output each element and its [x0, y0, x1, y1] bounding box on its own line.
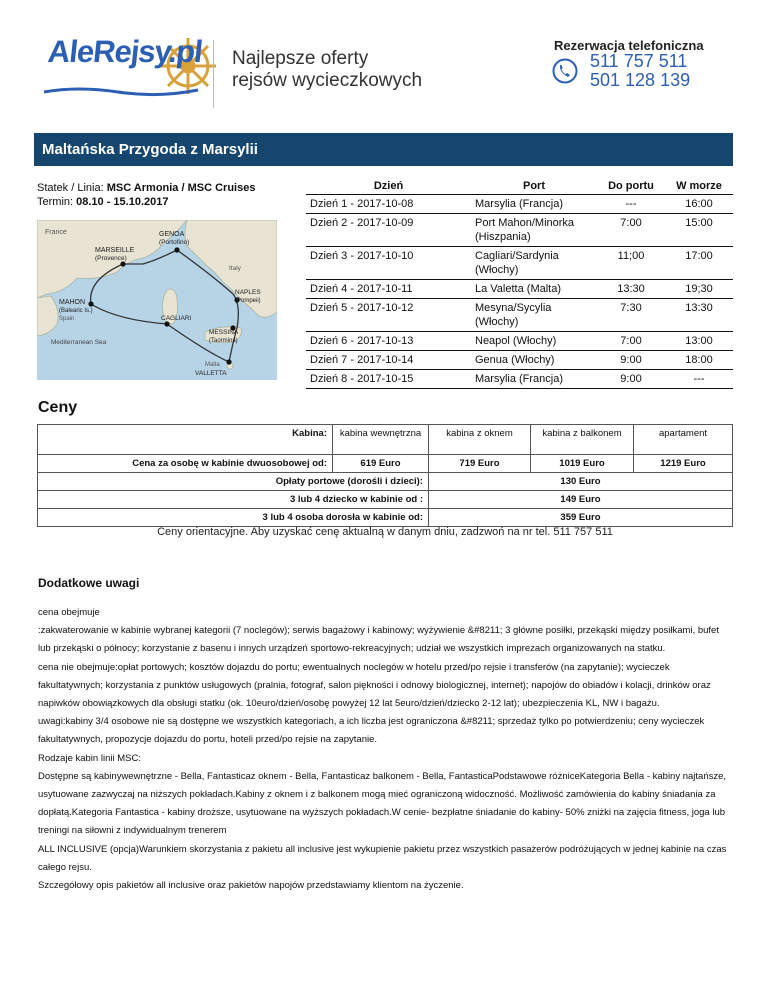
tagline — [232, 48, 422, 92]
arrival-cell: 9:00 — [597, 370, 665, 389]
phone-icon — [552, 58, 578, 84]
logo-divider — [213, 40, 214, 108]
port-cell: Genua (Włochy) — [471, 351, 597, 370]
adult-extra-label: 3 lub 4 osoba dorosła w kabinie od: — [38, 509, 429, 527]
port-marker-valletta — [226, 359, 231, 364]
port-marker-mahon — [88, 301, 93, 306]
term-value: 08.10 - 15.10.2017 — [76, 196, 169, 208]
col-header-day: Dzień — [306, 178, 471, 195]
col-header-port: Port — [471, 178, 597, 195]
port-fees-label: Opłaty portowe (dorośli i dzieci): — [38, 473, 429, 491]
cabin-type-inside: kabina wewnętrzna — [333, 425, 429, 455]
cabin-label: Kabina: — [38, 425, 333, 455]
notes-paragraph: Rodzaje kabin linii MSC: — [38, 752, 141, 764]
table-row — [306, 214, 733, 247]
departure-cell: 16:00 — [665, 195, 733, 214]
price-note: Ceny orientacyjne. Aby uzyskać cenę aktualną w danym dniu, zadzwoń na nr tel. 511 757 511 — [157, 526, 613, 538]
notes-paragraph: :zakwaterowanie w kabinie wybranej kategorii (7 noclegów); serwis bagażowy i kabinowy; wyżywienie &#8211; 3 główne posiłki, przekąski między posiłkami, bufet lub przekąski o północy; korzystanie z basenu i innych urządzeń sportowo-rekreacyjnych; udział we wszystkich imprezach organizowanych na statku. — [38, 625, 719, 655]
departure-cell: 13:30 — [665, 299, 733, 332]
arrival-cell: 9:00 — [597, 351, 665, 370]
map-label-6: MAHON — [59, 299, 86, 306]
port-cell: Marsylia (Francja) — [471, 195, 597, 214]
phone-number-1[interactable]: 511 757 511 — [590, 51, 688, 71]
table-row — [306, 247, 733, 280]
phone-title: Rezerwacja telefoniczna — [554, 38, 704, 53]
arrival-cell: --- — [597, 195, 665, 214]
notes-paragraph: Dostępne są kabinywewnętrzne - Bella, Fantasticaz oknem - Bella, Fantasticaz balkonem - Bella, FantasticaPodstawowe różniceKategoria Bella - kabiny najtańsze, usytuowane zazwyczaj na niższych pokładach.Kabiny z oknem i z balkonem mogą mieć ograniczoną widoczność. Możliwość zamówienia do kabiny śniadania za dopłatą.Kategoria Fantastica - kabiny droższe, usytuowane na wyższych pokładach.W cenie- bezpłatne śniadanie do kabiny- 50% zniżki na zajęcia fitness, joga lub treningi na siłowni z indywidualnym trenerem — [38, 770, 727, 837]
departure-cell: 15:00 — [665, 214, 733, 247]
notes-body — [38, 604, 733, 895]
table-row — [306, 370, 733, 389]
day-cell: Dzień 6 - 2017-10-13 — [306, 332, 471, 351]
arrival-cell: 13:30 — [597, 280, 665, 299]
notes-paragraph: cena nie obejmuje:opłat portowych; kosztów dojazdu do portu; ewentualnych noclegów w hotelu przed/po rejsie i transferów (na zapytanie); wycieczek fakultatywnych; korzystania z punktów usługowych (pralnia, fotograf, salon piękności i odnowy biologicznej, internet); napojów do obiadów i kolacji, drinków oraz napiwków obowiązkowych dla obsługi statku (ok. 10euro/dzień/osobę powyżej 12 lat 5euro/dzień/dziecko 2-12 lat); ubezpieczenia KL, NW i bagażu. — [38, 661, 711, 710]
table-row — [38, 425, 733, 455]
ship-label: Statek / Linia: — [37, 182, 104, 194]
port-cell: Port Mahon/Minorka (Hiszpania) — [471, 214, 597, 247]
port-cell: Mesyna/Sycylia (Włochy) — [471, 299, 597, 332]
ship-info — [37, 181, 255, 209]
notes-paragraph: Szczegółowy opis pakietów all inclusive oraz pakietów napojów przedstawiamy klientom na życzenie. — [38, 880, 464, 892]
map-label-12: Mediterranean Sea — [51, 339, 107, 346]
phone-numbers — [590, 52, 690, 90]
table-row — [38, 491, 733, 509]
itinerary-table — [306, 178, 733, 389]
adult-extra-value: 359 Euro — [429, 509, 733, 527]
map-label-0: France — [45, 229, 67, 236]
port-cell: Neapol (Włochy) — [471, 332, 597, 351]
page-title: Maltańska Przygoda z Marsylii — [34, 133, 733, 166]
day-cell: Dzień 2 - 2017-10-09 — [306, 214, 471, 247]
arrival-cell: 7:00 — [597, 332, 665, 351]
day-cell: Dzień 5 - 2017-10-12 — [306, 299, 471, 332]
col-header-departure: W morze — [665, 178, 733, 195]
prices-heading: Ceny — [38, 399, 78, 416]
table-row — [38, 473, 733, 491]
map-label-13: MESSINA — [209, 329, 239, 336]
map-label-9: CAGLIARI — [161, 315, 192, 322]
map-label-10: NAPLES — [235, 289, 261, 296]
departure-cell: 13:00 — [665, 332, 733, 351]
map-label-11: (Pompeii) — [235, 298, 261, 304]
col-header-arrival: Do portu — [597, 178, 665, 195]
day-cell: Dzień 1 - 2017-10-08 — [306, 195, 471, 214]
notes-paragraph: ALL INCLUSIVE (opcja)Warunkiem skorzystania z pakietu all inclusive jest wykupienie pakietu przez wszystkich pasażerów podróżujących w jednej kabinie na czas całego rejsu. — [38, 843, 727, 873]
price-suite: 1219 Euro — [634, 455, 733, 473]
map-label-4: (Provence) — [95, 255, 127, 262]
map-label-15: Malta — [205, 362, 220, 368]
notes-paragraph: uwagi:kabiny 3/4 osobowe nie są dostępne we wszystkich kategoriach, a ich liczba jest ograniczona &#8211; sprzedaż tylko po potwierdzeniu; ceny wycieczek fakultatywnych, propozycje dojazdu do portu, hoteli przed/po rejsie na zapytanie. — [38, 716, 705, 746]
logo-text[interactable]: AleRejsy.pl — [46, 34, 204, 69]
table-row — [38, 455, 733, 473]
phone-box — [552, 38, 752, 90]
map-label-8: Spain — [59, 316, 75, 322]
map-label-5: Italy — [229, 265, 241, 272]
table-row — [306, 351, 733, 370]
day-cell: Dzień 7 - 2017-10-14 — [306, 351, 471, 370]
map-label-16: VALLETTA — [195, 370, 227, 377]
ship-line — [37, 181, 255, 195]
day-cell: Dzień 3 - 2017-10-10 — [306, 247, 471, 280]
map-label-1: GENOA — [159, 231, 185, 238]
table-row — [38, 509, 733, 527]
child-extra-value: 149 Euro — [429, 491, 733, 509]
port-marker-cagliari — [164, 321, 169, 326]
tagline-line-2: rejsów wycieczkowych — [232, 70, 423, 91]
map-label-7: (Balearic Is.) — [59, 308, 93, 314]
day-cell: Dzień 4 - 2017-10-11 — [306, 280, 471, 299]
day-cell: Dzień 8 - 2017-10-15 — [306, 370, 471, 389]
page-header — [0, 0, 768, 120]
port-fees-value: 130 Euro — [429, 473, 733, 491]
departure-cell: 19;30 — [665, 280, 733, 299]
ship-value: MSC Armonia / MSC Cruises — [106, 182, 256, 194]
port-marker-genoa — [174, 247, 179, 252]
arrival-cell: 7:00 — [597, 214, 665, 247]
table-row — [306, 280, 733, 299]
arrival-cell: 11;00 — [597, 247, 665, 280]
port-cell: Marsylia (Francja) — [471, 370, 597, 389]
price-window: 719 Euro — [429, 455, 531, 473]
table-row — [306, 195, 733, 214]
map-label-2: (Portofino) — [159, 239, 190, 246]
cabin-type-suite: apartament — [634, 425, 733, 455]
cabin-type-balcony: kabina z balkonem — [531, 425, 634, 455]
child-extra-label: 3 lub 4 dziecko w kabinie od : — [38, 491, 429, 509]
table-row — [306, 299, 733, 332]
phone-number-2[interactable]: 501 128 139 — [590, 70, 691, 90]
price-inside: 619 Euro — [333, 455, 429, 473]
arrival-cell: 7:30 — [597, 299, 665, 332]
price-balcony: 1019 Euro — [531, 455, 634, 473]
port-cell: La Valetta (Malta) — [471, 280, 597, 299]
table-row — [306, 332, 733, 351]
port-cell: Cagliari/Sardynia (Włochy) — [471, 247, 597, 280]
notes-heading: Dodatkowe uwagi — [38, 576, 140, 590]
route-map — [37, 220, 277, 380]
departure-cell: --- — [665, 370, 733, 389]
term-line — [37, 195, 255, 209]
map-label-3: MARSEILLE — [95, 247, 135, 254]
notes-paragraph: cena obejmuje — [38, 607, 100, 618]
prices-table — [37, 424, 733, 527]
itinerary-header-row — [306, 178, 733, 195]
double-price-label: Cena za osobę w kabinie dwuosobowej od: — [38, 455, 333, 473]
port-marker-marseille — [120, 261, 125, 266]
map-label-14: (Taormina) — [209, 338, 238, 344]
tagline-line-1: Najlepsze oferty — [232, 48, 369, 69]
cabin-type-window: kabina z oknem — [429, 425, 531, 455]
departure-cell: 17:00 — [665, 247, 733, 280]
term-label: Termin: — [37, 196, 74, 208]
departure-cell: 18:00 — [665, 351, 733, 370]
